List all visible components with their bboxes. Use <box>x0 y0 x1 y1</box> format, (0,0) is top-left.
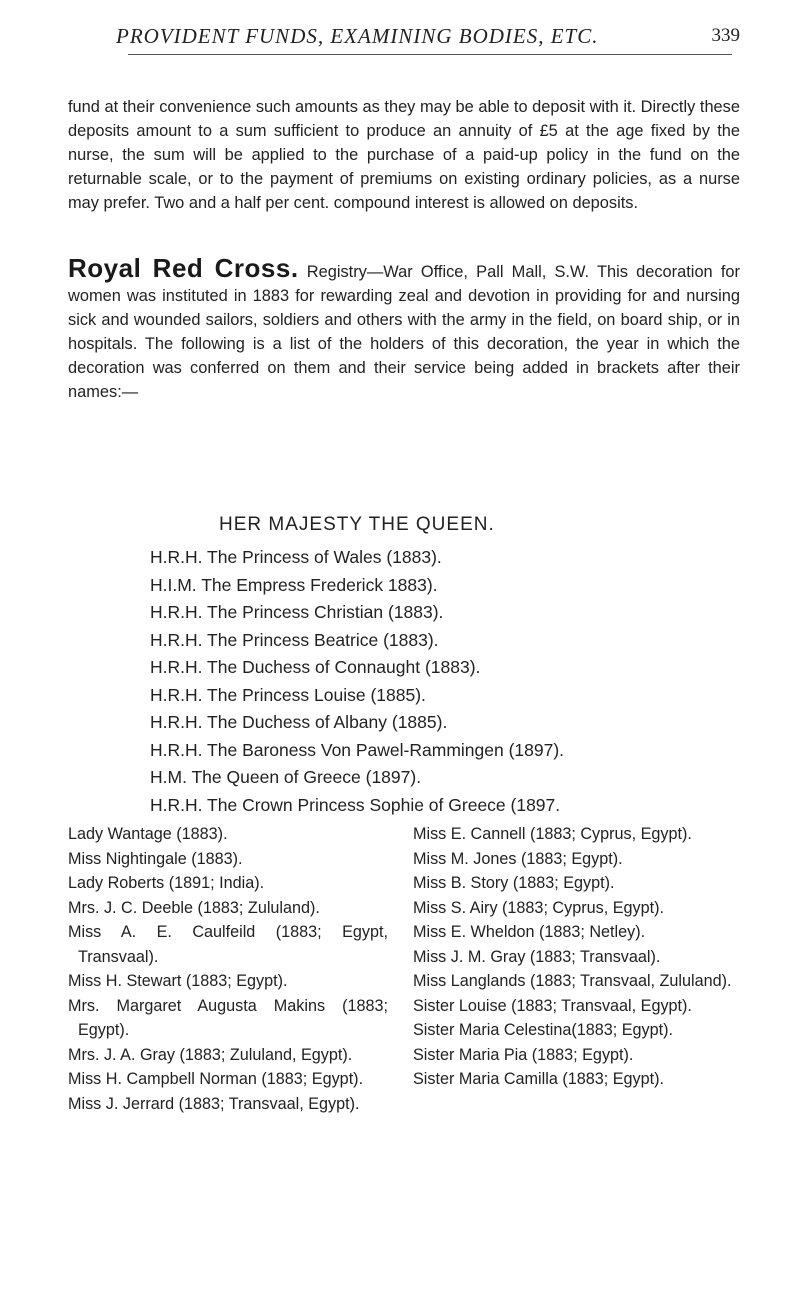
royal-holder: H.R.H. The Princess Beatrice (1883). <box>150 629 439 650</box>
section-text: Registry—War Office, Pall Mall, S.W. This decoration for women was instituted in 1883 for rewarding zeal and devotion in providing for and nursing sick and wounded sailors, soldiers and others with the army in the field, on board ship, or in hospitals. The following is a list of the holders of this decoration, the year in which the decoration was conferred on them and their service being added in brackets after their names:— <box>68 263 740 401</box>
royal-holder: H.R.H. The Princess Louise (1885). <box>150 684 426 705</box>
holder-entry: Miss Nightingale (1883). <box>68 849 243 868</box>
holder-entry: Miss E. Cannell (1883; Cyprus, Egypt). <box>413 825 692 843</box>
royal-red-cross-paragraph <box>68 253 740 404</box>
royal-holder: H.R.H. The Crown Princess Sophie of Greece (1897. <box>150 794 561 815</box>
holder-entry: Lady Roberts (1891; India). <box>68 874 265 892</box>
section-heading: Royal Red Cross. <box>68 253 299 283</box>
royal-holder: H.R.H. The Duchess of Albany (1885). <box>150 712 448 732</box>
holder-entry: Mrs. Margaret Augusta Makins (1883; Egypt). <box>68 996 388 1039</box>
royal-list-title: HER MAJESTY THE QUEEN. <box>219 514 495 535</box>
royal-holder: H.R.H. The Princess of Wales (1883). <box>150 547 442 567</box>
header-rule <box>128 54 732 55</box>
intro-paragraph: fund at their convenience such amounts as they may be able to deposit with it. Directly these deposits amount to a sum sufficient to produce an annuity of £5 at the age fixed by the nurse, the sum will be applied to the purchase of a paid-up policy in the fund on the returnable scale, or to the payment of premiums on existing ordinary policies, as a nurse may prefer. Two and a half per cent. compound interest is allowed on deposits. <box>68 98 740 212</box>
royal-holder: H.M. The Queen of Greece (1897). <box>150 767 422 787</box>
holders-left-column <box>68 822 388 1116</box>
royal-holder: H.R.H. The Duchess of Connaught (1883). <box>150 657 481 677</box>
holder-entry: Miss J. Jerrard (1883; Transvaal, Egypt). <box>68 1094 360 1113</box>
royal-holder: H.R.H. The Princess Christian (1883). <box>150 602 444 622</box>
royal-holders-list <box>150 544 564 819</box>
holder-entry: Miss Langlands (1883; Transvaal, Zululand). <box>413 972 732 990</box>
holder-entry: Lady Wantage (1883). <box>68 825 228 843</box>
holder-entry: Miss H. Campbell Norman (1883; Egypt). <box>68 1070 364 1088</box>
royal-holder: H.R.H. The Baroness Von Pawel-Rammingen (1897). <box>150 739 565 760</box>
holder-entry: Miss B. Story (1883; Egypt). <box>413 874 615 892</box>
holder-entry: Sister Maria Celestina(1883; Egypt). <box>413 1021 674 1039</box>
royal-holder: H.I.M. The Empress Frederick 1883). <box>150 574 438 595</box>
holder-entry: Miss A. E. Caulfeild (1883; Egypt, Transvaal). <box>68 923 388 966</box>
running-head: PROVIDENT FUNDS, EXAMINING BODIES, ETC. <box>116 24 599 48</box>
holder-entry: Miss M. Jones (1883; Egypt). <box>413 849 623 868</box>
holder-entry: Miss J. M. Gray (1883; Transvaal). <box>413 947 661 966</box>
holder-entry: Sister Louise (1883; Transvaal, Egypt). <box>413 996 692 1015</box>
holder-entry: Sister Maria Camilla (1883; Egypt). <box>413 1070 664 1088</box>
page-number: 339 <box>711 25 740 46</box>
holder-entry: Miss E. Wheldon (1883; Netley). <box>413 923 646 941</box>
holder-entry: Miss S. Airy (1883; Cyprus, Egypt). <box>413 898 664 917</box>
holder-entry: Mrs. J. A. Gray (1883; Zululand, Egypt). <box>68 1045 353 1064</box>
holder-entry: Mrs. J. C. Deeble (1883; Zululand). <box>68 898 320 917</box>
holders-right-column <box>413 822 738 1092</box>
page-header <box>68 24 740 54</box>
holder-entry: Miss H. Stewart (1883; Egypt). <box>68 972 288 990</box>
holder-entry: Sister Maria Pia (1883; Egypt). <box>413 1045 634 1064</box>
